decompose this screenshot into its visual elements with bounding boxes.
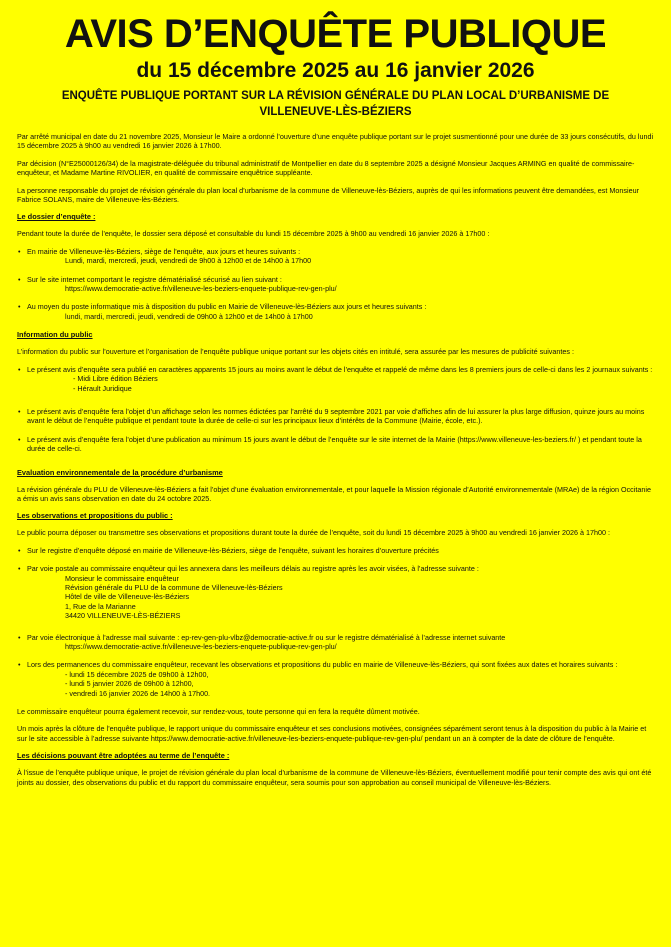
list-item: [17, 407, 654, 426]
list-item: [17, 247, 654, 266]
evaluation-paragraph: La révision générale du PLU de Villeneuve-lès-Béziers a fait l’objet d’une évaluation environnementale, et pour laquelle la Mission régionale d’Autorité environnementale (MRAe) de la région Occitanie a émis un avis sans observation en date du 24 octobre 2025.: [17, 484, 651, 503]
section-title-decisions: Les décisions pouvant être adoptées au terme de l’enquête :: [17, 751, 230, 761]
section-title-observations: Les observations et propositions du public :: [17, 511, 173, 521]
observations-paragraph-2: Le commissaire enquêteur pourra également recevoir, sur rendez-vous, toute personne qui en fera la requête dûment motivée.: [17, 707, 420, 717]
information-paragraph: L’information du public sur l’ouverture et l’organisation de l’enquête publique unique portant sur les objets cités en intitulé, sera assurée par les mesures de publicité suivantes :: [17, 347, 574, 357]
permanence-2: - lundi 5 janvier 2026 de 09h00 à 12h00,: [65, 679, 194, 689]
dossier-website: Sur le site internet comportant le registre dématérialisé sécurisé au lien suivant :: [27, 274, 282, 284]
list-item: [17, 546, 654, 555]
observations-email-link[interactable]: https://www.democratie-active.fr/villeneuve-les-beziers-enquete-publique-rev-gen-plu/: [65, 642, 337, 651]
intro-paragraph-2: Par décision (N°E25000126/34) de la magistrate-déléguée du tribunal administratif de Montpellier en date du 8 septembre 2025 a désigné Monsieur Jacques ARMING en qualité de commissaire-enquêteur, et Madame Martine RIVOLIER, en qualité de commissaire enquêtrice suppléante.: [17, 158, 635, 178]
dossier-mairie-hours: Lundi, mardi, mercredi, jeudi, vendredi de 9h00 à 12h00 et de 14h00 à 17h00: [65, 256, 312, 266]
information-posting: Le présent avis d’enquête fera l’objet d’un affichage selon les normes édictées par l’arrêté du 9 septembre 2021 par voie d’affiches afin de lui assurer la plus large diffusion, quinze jours au moins avant le début de l’enquête publique et pendant toute la durée de celle-ci sur les principaux lieux d’intérêts de la Commune (Mairie, école, etc.).: [27, 406, 645, 426]
dossier-computer: Au moyen du poste informatique mis à disposition du public en Mairie de Villeneuve-lès-Béziers aux jours et heures suivants :: [27, 302, 427, 312]
address-line-3: Hôtel de ville de Villeneuve-lès-Béziers: [65, 592, 190, 602]
address-line-4: 1, Rue de la Marianne: [65, 601, 136, 611]
observations-post: Par voie postale au commissaire enquêteur qui les annexera dans les meilleurs délais au registre après les avoir visées, à l’adresse suivante :: [27, 564, 479, 574]
intro-paragraph-3: La personne responsable du projet de révision générale du plan local d’urbanisme de la commune de Villeneuve-lès-Béziers, auprès de qui les informations peuvent être demandées, est Monsieur Fabrice SOLANS, maire de Villeneuve-lès-Béziers.: [17, 185, 639, 205]
information-press: Le présent avis d’enquête sera publié en caractères apparents 15 jours au moins avant le début de l’enquête et rappelé de même dans les 8 premiers jours de celle-ci dans les 2 journaux suivants :: [27, 364, 653, 374]
dossier-mairie: En mairie de Villeneuve-lès-Béziers, siège de l’enquête, aux jours et heures suivants :: [27, 246, 301, 256]
dossier-paragraph: Pendant toute la durée de l’enquête, le dossier sera déposé et consultable du lundi 15 décembre 2025 à 9h00 au vendredi 16 janvier 2026 à 17h00 :: [17, 229, 490, 239]
observations-paragraph-3: Un mois après la clôture de l’enquête publique, le rapport unique du commissaire enquêteur et ses conclusions motivées, consignées séparément seront tenus à la disposition du public à la Mairie et sur le site accessible à l’adresse suivante https://www.democratie-active.fr/villeneuve-les-beziers-enquete-publique-rev-gen-plu/ pendant un an à compter de la date de clôture de l’enquête.: [17, 724, 647, 743]
heading-line-2: VILLENEUVE-LÈS-BÉZIERS: [259, 106, 412, 118]
information-website: Le présent avis d’enquête fera l’objet d’une publication au minimum 15 jours avant le début de l’enquête sur le site internet de la Mairie (https://www.villeneuve-les-beziers.fr/ ) et pendant toute la durée de celle-ci.: [27, 434, 642, 454]
heading-line-1: ENQUÊTE PUBLIQUE PORTANT SUR LA RÉVISION GÉNÉRALE DU PLAN LOCAL D’URBANISME DE: [61, 90, 610, 102]
dossier-computer-hours: lundi, mardi, mercredi, jeudi, vendredi de 09h00 à 12h00 et de 14h00 à 17h00: [65, 311, 313, 321]
section-title-evaluation: Evaluation environnementale de la procédure d’urbanisme: [17, 467, 223, 477]
journal-1: - Midi Libre édition Béziers: [73, 374, 158, 384]
list-item: [17, 633, 654, 652]
section-title-information: Information du public: [17, 330, 93, 340]
permanence-1: - lundi 15 décembre 2025 de 09h00 à 12h00,: [65, 669, 209, 679]
address-line-5: 34420 VILLENEUVE-LÈS-BÉZIERS: [65, 611, 181, 621]
observations-register: Sur le registre d’enquête déposé en mairie de Villeneuve-lès-Béziers, siège de l’enquête, suivant les horaires d’ouverture précités: [27, 545, 439, 555]
notice-title: AVIS D’ENQUÊTE PUBLIQUE: [64, 12, 607, 56]
journal-2: - Hérault Juridique: [73, 383, 132, 393]
list-item: [17, 365, 654, 393]
permanence-3: - vendredi 16 janvier 2026 de 14h00 à 17h00.: [65, 688, 211, 698]
notice-dates: du 15 décembre 2025 au 16 janvier 2026: [136, 59, 535, 82]
address-line-2: Révision générale du PLU de la commune de Villeneuve-lès-Béziers: [65, 582, 283, 592]
observations-permanences: Lors des permanences du commissaire enquêteur, recevant les observations et propositions du public en mairie de Villeneuve-lès-Béziers, qui sont fixées aux dates et horaires suivants :: [27, 660, 618, 670]
information-list: [17, 365, 654, 454]
section-title-dossier: Le dossier d’enquête :: [17, 212, 96, 222]
list-item: [17, 302, 654, 321]
intro-paragraph-1: Par arrêté municipal en date du 21 novembre 2025, Monsieur le Maire a ordonné l’ouverture d’une enquête publique portant sur le projet susmentionné pour une durée de 33 jours consécutifs, du lundi 15 décembre 2025 à 9h00 au vendredi 16 janvier 2026 à 17h00.: [17, 132, 654, 151]
list-item: [17, 660, 654, 698]
observations-list: [17, 546, 654, 698]
dossier-website-link[interactable]: https://www.democratie-active.fr/villeneuve-les-beziers-enquete-publique-rev-gen-plu/: [65, 284, 337, 294]
list-item: [17, 435, 654, 454]
observations-paragraph: Le public pourra déposer ou transmettre ses observations et propositions durant toute la durée de l’enquête, soit du lundi 15 décembre 2025 à 9h00 au vendredi 16 janvier 2026 à 17h00 :: [17, 528, 610, 538]
decisions-paragraph: À l’issue de l’enquête publique unique, le projet de révision générale du plan local d’urbanisme de la commune de Villeneuve-lès-Béziers, éventuellement modifié pour tenir compte des avis qui ont été joints au dossier, des observations du public et du rapport du commissaire enquêteur, sera soumis pour son approbation au conseil municipal de Villeneuve-lès-Béziers.: [17, 768, 652, 787]
dossier-list: [17, 247, 654, 321]
address-line-1: Monsieur le commissaire enquêteur: [65, 573, 179, 583]
list-item: [17, 564, 654, 620]
notice-heading: [17, 88, 654, 120]
observations-email: Par voie électronique à l’adresse mail suivante : ep-rev-gen-plu-vlbz@democratie-active.fr ou sur le registre dématérialisé à l’adresse internet suivante: [27, 632, 506, 642]
list-item: [17, 275, 654, 294]
